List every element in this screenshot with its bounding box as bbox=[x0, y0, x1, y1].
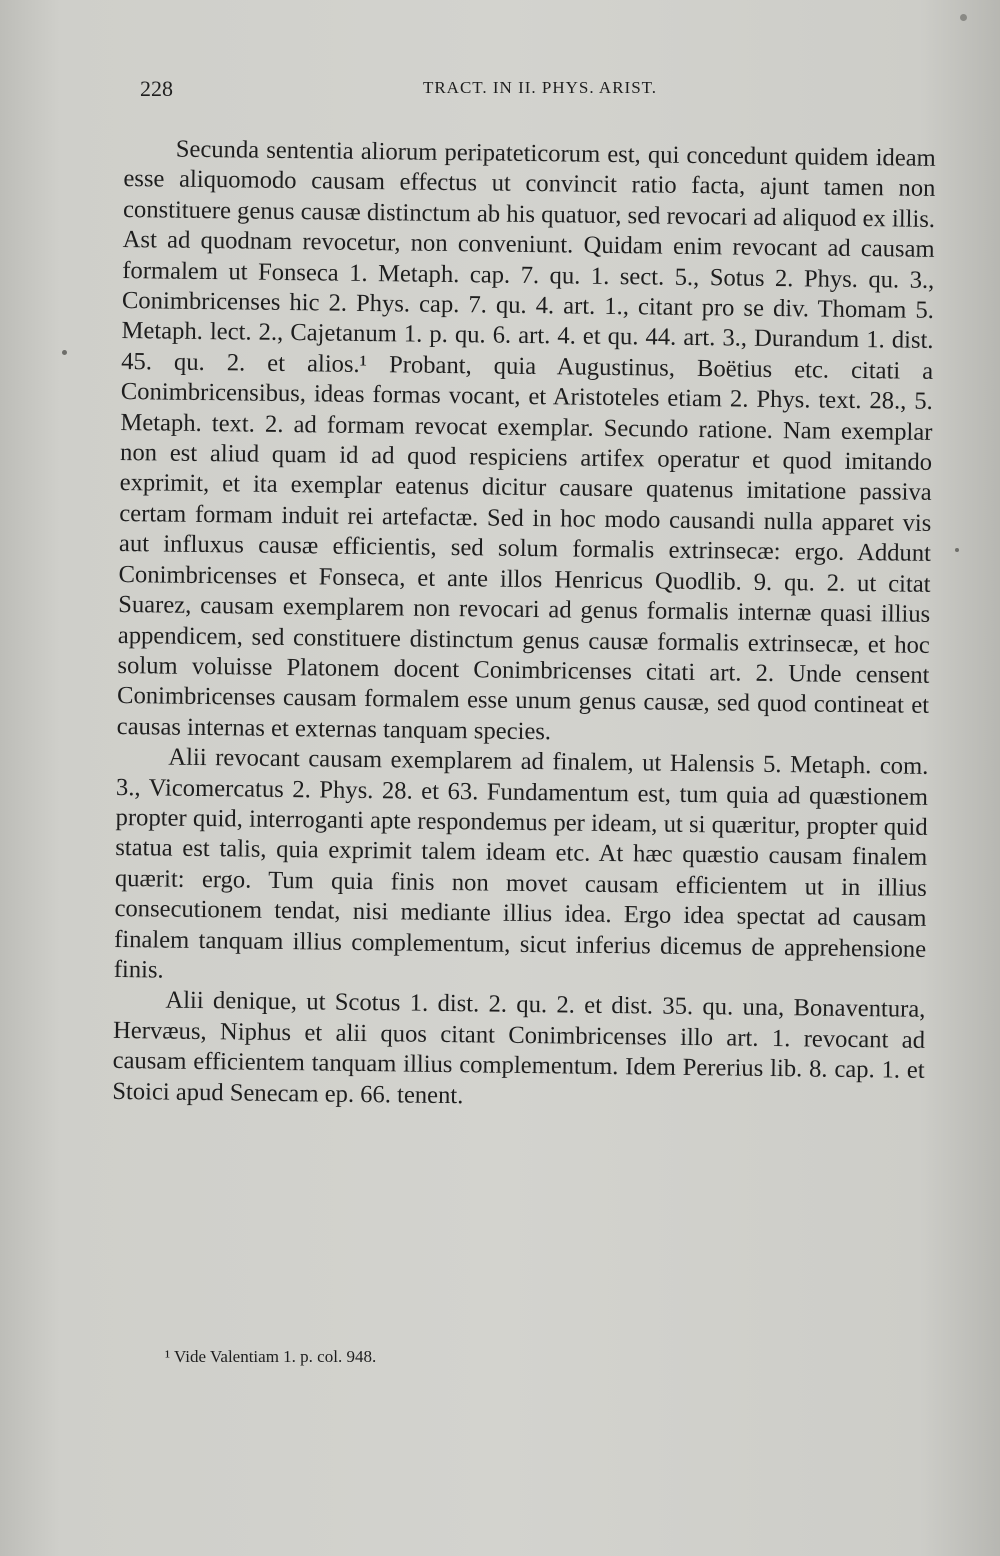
paragraph-1: Secunda sententia aliorum peripateticorum est, qui concedunt quidem ideam esse aliquomodo causam effectus ut convincit ratio facta, ajunt tamen non constituere genus causæ distinctum ab his quatuor, sed revocari ad aliquod ex illis. Ast ad quodnam revocetur, non conveniunt. Quidam enim revocant ad causam formalem ut Fonseca 1. Metaph. cap. 7. qu. 1. sect. 5., Sotus 2. Phys. qu. 3., Conimbricenses hic 2. Phys. cap. 7. qu. 4. art. 1., citant pro se div. Thomam 5. Metaph. lect. 2., Cajetanum 1. p. qu. 6. art. 4. et qu. 44. art. 3., Durandum 1. dist. 45. qu. 2. et alios.¹ Probant, quia Augustinus, Boëtius etc. citati a Conimbricensibus, ideas formas vocant, et Aristoteles etiam 2. Phys. text. 28., 5. Metaph. text. 2. ad formam revocat exemplar. Secundo ratione. Nam exemplar non est aliud quam id ad quod respiciens artifex operatur et quod imitando exprimit, et ita exemplar eatenus dicitur causare quatenus imitatione passiva certam formam induit rei artefactæ. Sed in hoc modo causandi nulla apparet vis aut influxus causæ efficientis, sed solum formalis extrinsecæ: ergo. Addunt Conimbricenses et Fonseca, et ante illos Henricus Quodlib. 9. qu. 2. ut citat Suarez, causam exemplarem non revocari ad genus formalis internæ quasi illius appendicem, sed constituere distinctum genus causæ formalis extrinsecæ, et hoc solum voluisse Platonem docent Conimbricenses citati art. 2. Unde censent Conimbricenses causam formalem esse unum genus causæ, sed quod contineat et causas internas et externas tanquam species. bbox=[116, 135, 936, 745]
ink-speck bbox=[960, 14, 967, 21]
running-head: TRACT. IN II. PHYS. ARIST. bbox=[422, 78, 658, 97]
body-text bbox=[112, 134, 936, 1117]
ink-speck bbox=[955, 548, 959, 552]
paragraph-3: Alii denique, ut Scotus 1. dist. 2. qu. 2. et dist. 35. qu. una, Bonaventura, Hervæus, Niphus et alii quos citant Conimbricenses illo art. 1. revocant ad causam efficientem tanquam illius complementum. Idem Pererius lib. 8. cap. 1. et Stoici apud Senecam ep. 66. tenent. bbox=[112, 986, 926, 1109]
footnote: ¹ Vide Valentiam 1. p. col. 948. bbox=[165, 1347, 377, 1366]
ink-speck bbox=[62, 350, 67, 355]
page-number: 228 bbox=[140, 76, 173, 101]
paragraph-2: Alii revocant causam exemplarem ad finalem, ut Halensis 5. Metaph. com. 3., Vicomercatus 2. Phys. 28. et 63. Fundamentum est, tum quia ad quæstionem propter quid, interroganti apte respondemus per ideam, ut si quæritur, propter quid statua est talis, quia exprimit talem ideam etc. At hæc quæstio causam finalem quærit: ergo. Tum quia finis non movet causam efficientem ut in illius consecutionem tendat, nisi mediante illius idea. Ergo idea spectat ad causam finalem tanquam illius complementum, sicut inferius dicemus de apprehensione finis. bbox=[113, 743, 929, 984]
page-header bbox=[140, 76, 940, 110]
